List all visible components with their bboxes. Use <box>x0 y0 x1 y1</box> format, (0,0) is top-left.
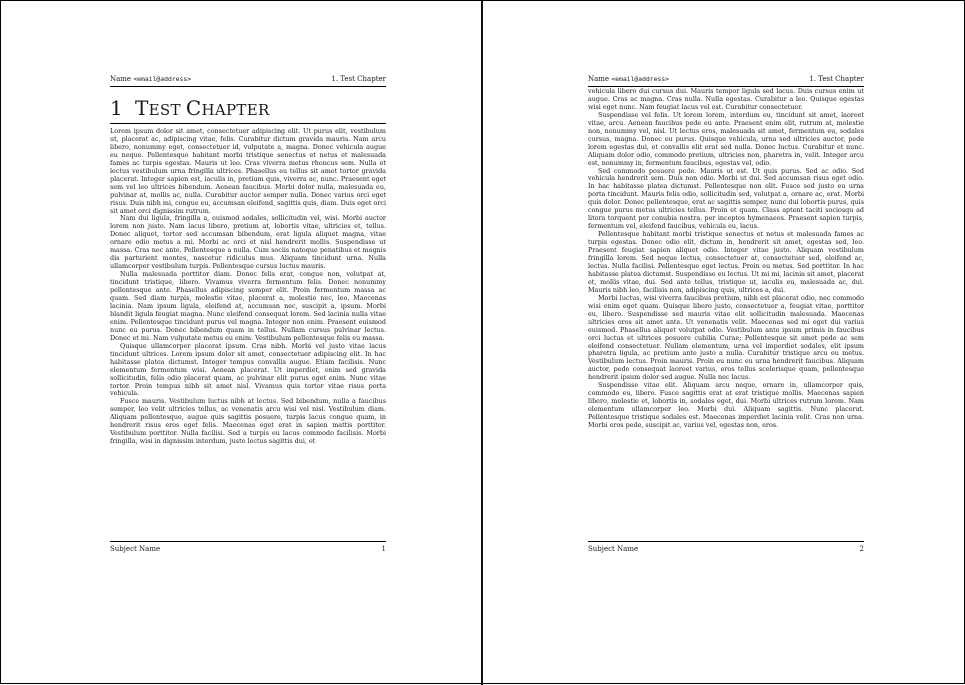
chapter-heading <box>110 97 386 124</box>
chapter-title-part-2: HAPTER <box>201 101 270 119</box>
footer-subject: Subject Name <box>110 545 161 553</box>
paragraph: vehicula libero dui cursus dui. Mauris tempor ligula sed lacus. Duis cursus enim ut augue. Cras ac magna. Cras nulla. Nulla egestas. Curabitur a leo. Quisque egestas wisi eget nunc. Nam feugiat lacus vel est. Curabitur consectetuer. <box>588 87 864 111</box>
header-chapter-ref: 1. Test Chapter <box>809 75 864 83</box>
header-author <box>588 75 669 84</box>
paragraph: Lorem ipsum dolor sit amet, consectetuer adipiscing elit. Ut purus elit, vestibulum ut, placerat ac, adipiscing vitae, felis. Curabitur dictum gravida mauris. Nam arcu libero, nonummy eget, consectetuer id, vulputate a, magna. Donec vehicula augue eu neque. Pellentesque habitant morbi tristique senectus et netus et malesuada fames ac turpis egestas. Mauris ut leo. Cras viverra metus rhoncus sem. Nulla et lectus vestibulum urna fringilla ultrices. Phasellus eu tellus sit amet tortor gravida placerat. Integer sapien est, iaculis in, pretium quis, viverra ac, nunc. Praesent eget sem vel leo ultrices bibendum. Aenean faucibus. Morbi dolor nulla, malesuada eu, pulvinar at, mollis ac, nulla. Curabitur auctor semper nulla. Donec varius orci eget risus. Duis nibh mi, congue eu, accumsan eleifend, sagittis quis, diam. Duis eget orci sit amet orci dignissim rutrum. <box>110 127 386 215</box>
footer-subject: Subject Name <box>588 545 639 553</box>
page-number: 2 <box>859 545 864 553</box>
chapter-title-part-1: EST <box>148 101 186 119</box>
paragraph: Sed commodo posuere pede. Mauris ut est. Ut quis purus. Sed ac odio. Sed vehicula hendrerit sem. Duis non odio. Morbi ut dui. Sed accumsan risus eget odio. In hac habitasse platea dictumst. Pellentesque non elit. Fusce sed justo eu urna porta tincidunt. Mauris felis odio, sollicitudin sed, volutpat a, ornare ac, erat. Morbi quis dolor. Donec pellentesque, erat ac sagittis semper, nunc dui lobortis purus, quis congue purus metus ultricies tellus. Proin et quam. Class aptent taciti sociosqu ad litora torquent per conubia nostra, per inceptos hymenaeos. Praesent sapien turpis, fermentum vel, eleifend faucibus, vehicula eu, lacus. <box>588 166 864 231</box>
body-text <box>588 88 864 430</box>
page-2 <box>483 1 962 685</box>
paragraph: Nulla malesuada porttitor diam. Donec felis erat, congue non, volutpat at, tincidunt tristique, libero. Vivamus viverra fermentum felis. Donec nonummy pellentesque ante. Phasellus adipiscing semper elit. Proin fermentum massa ac quam. Sed diam turpis, molestie vitae, placerat a, molestie nec, leo. Maecenas lacinia. Nam ipsum ligula, eleifend at, accumsan nec, suscipit a, ipsum. Morbi blandit ligula feugiat magna. Nunc eleifend consequat lorem. Sed lacinia nulla vitae enim. Pellentesque tincidunt purus vel magna. Integer non enim. Praesent euismod nunc eu purus. Donec bibendum quam in tellus. Nullam cursus pulvinar lectus. Donec et mi. Nam vulputate metus eu enim. Vestibulum pellentesque felis eu massa. <box>110 270 386 342</box>
body-text <box>110 128 386 446</box>
header-name: Name <box>588 75 610 83</box>
chapter-title-letter-1: T <box>135 96 149 120</box>
header-name: Name <box>110 75 132 83</box>
page-2-content <box>588 75 864 430</box>
running-header <box>588 75 864 87</box>
chapter-number: 1 <box>110 96 124 120</box>
page-footer <box>588 541 864 554</box>
paragraph: Quisque ullamcorper placerat ipsum. Cras nibh. Morbi vel justo vitae lacus tincidunt ultrices. Lorem ipsum dolor sit amet, consectetuer adipiscing elit. In hac habitasse platea dictumst. Integer tempus convallis augue. Etiam facilisis. Nunc elementum fermentum wisi. Aenean placerat. Ut imperdiet, enim sed gravida sollicitudin, felis odio placerat quam, ac pulvinar elit purus eget enim. Nunc vitae tortor. Proin tempus nibh sit amet nisl. Vivamus quis tortor vitae risus porta vehicula. <box>110 341 386 398</box>
paragraph: Pellentesque habitant morbi tristique senectus et netus et malesuada fames ac turpis egestas. Donec odio elit, dictum in, hendrerit sit amet, egestas sed, leo. Praesent feugiat sapien aliquet odio. Integer vitae justo. Aliquam vestibulum fringilla lorem. Sed neque lectus, consectetuer at, consectetuer sed, eleifend ac, lectus. Nulla facilisi. Pellentesque eget lectus. Proin eu metus. Sed porttitor. In hac habitasse platea dictumst. Suspendisse eu lectus. Ut mi mi, lacinia sit amet, placerat et, mollis vitae, dui. Sed ante tellus, tristique ut, iaculis eu, malesuada ac, dui. Mauris nibh leo, facilisis non, adipiscing quis, ultrices a, dui. <box>588 230 864 294</box>
paragraph: Suspendisse vel felis. Ut lorem lorem, interdum eu, tincidunt sit amet, laoreet vitae, arcu. Aenean faucibus pede eu ante. Praesent enim elit, rutrum at, molestie non, nonummy vel, nisl. Ut lectus eros, malesuada sit amet, fermentum eu, sodales cursus, magna. Donec eu purus. Quisque vehicula, urna sed ultricies auctor, pede lorem egestas dui, et convallis elit erat sed nulla. Donec luctus. Curabitur et nunc. Aliquam dolor odio, commodo pretium, ultricies non, pharetra in, velit. Integer arcu est, nonummy in, fermentum faucibus, egestas vel, odio. <box>588 110 864 167</box>
header-chapter-ref: 1. Test Chapter <box>331 75 386 83</box>
paragraph: Nam dui ligula, fringilla a, euismod sodales, sollicitudin vel, wisi. Morbi auctor lorem non justo. Nam lacus libero, pretium at, lobortis vitae, ultricies et, tellus. Donec aliquet, tortor sed accumsan bibendum, erat ligula aliquet magna, vitae ornare odio metus a mi. Morbi ac orci et nisl hendrerit mollis. Suspendisse ut massa. Cras nec ante. Pellentesque a nulla. Cum sociis natoque penatibus et magnis dis parturient montes, nascetur ridiculus mus. Aliquam tincidunt urna. Nulla ullamcorper vestibulum turpis. Pellentesque cursus luctus mauris. <box>110 214 386 271</box>
page-footer <box>110 541 386 554</box>
page-1-content <box>110 75 386 446</box>
page-1 <box>1 1 480 685</box>
paragraph: Morbi luctus, wisi viverra faucibus pretium, nibh est placerat odio, nec commodo wisi enim eget quam. Quisque libero justo, consectetuer a, feugiat vitae, porttitor eu, libero. Suspendisse sed mauris vitae elit sollicitudin malesuada. Maecenas ultricies eros sit amet ante. Ut venenatis velit. Maecenas sed mi eget dui varius euismod. Phasellus aliquet volutpat odio. Vestibulum ante ipsum primis in faucibus orci luctus et ultrices posuere cubilia Curae; Pellentesque sit amet pede ac sem eleifend consectetuer. Nullam elementum, urna vel imperdiet sodales, elit ipsum pharetra ligula, ac pretium ante justo a nulla. Curabitur tristique arcu eu metus. Vestibulum lectus. Proin mauris. Proin eu nunc eu urna hendrerit faucibus. Aliquam auctor, pede consequat laoreet varius, eros tellus scelerisque quam, pellentesque hendrerit ipsum dolor sed augue. Nulla nec lacus. <box>588 293 864 382</box>
header-author <box>110 75 191 84</box>
chapter-title-letter-2: C <box>185 96 202 120</box>
paragraph: Fusce mauris. Vestibulum luctus nibh at lectus. Sed bibendum, nulla a faucibus semper, leo velit ultricies tellus, ac venenatis arcu wisi vel nisl. Vestibulum diam. Aliquam pellentesque, augue quis sagittis posuere, turpis lacus congue quam, in hendrerit risus eros eget felis. Maecenas eget erat in sapien mattis porttitor. Vestibulum porttitor. Nulla facilisi. Sed a turpis eu lacus commodo facilisis. Morbi fringilla, wisi in dignissim interdum, justo lectus sagittis dui, et <box>110 397 386 446</box>
running-header <box>110 75 386 87</box>
page-number: 1 <box>381 545 386 553</box>
header-email: <email@address> <box>611 75 670 83</box>
header-email: <email@address> <box>133 75 192 83</box>
paragraph: Suspendisse vitae elit. Aliquam arcu neque, ornare in, ullamcorper quis, commodo eu, libero. Fusce sagittis erat at erat tristique mollis. Maecenas sapien libero, molestie et, lobortis in, sodales eget, dui. Morbi ultrices rutrum lorem. Nam elementum ullamcorper leo. Morbi dui. Aliquam sagittis. Nunc placerat. Pellentesque tristique sodales est. Maecenas imperdiet lacinia velit. Cras non urna. Morbi eros pede, suscipit ac, varius vel, egestas non, eros. <box>588 381 864 430</box>
